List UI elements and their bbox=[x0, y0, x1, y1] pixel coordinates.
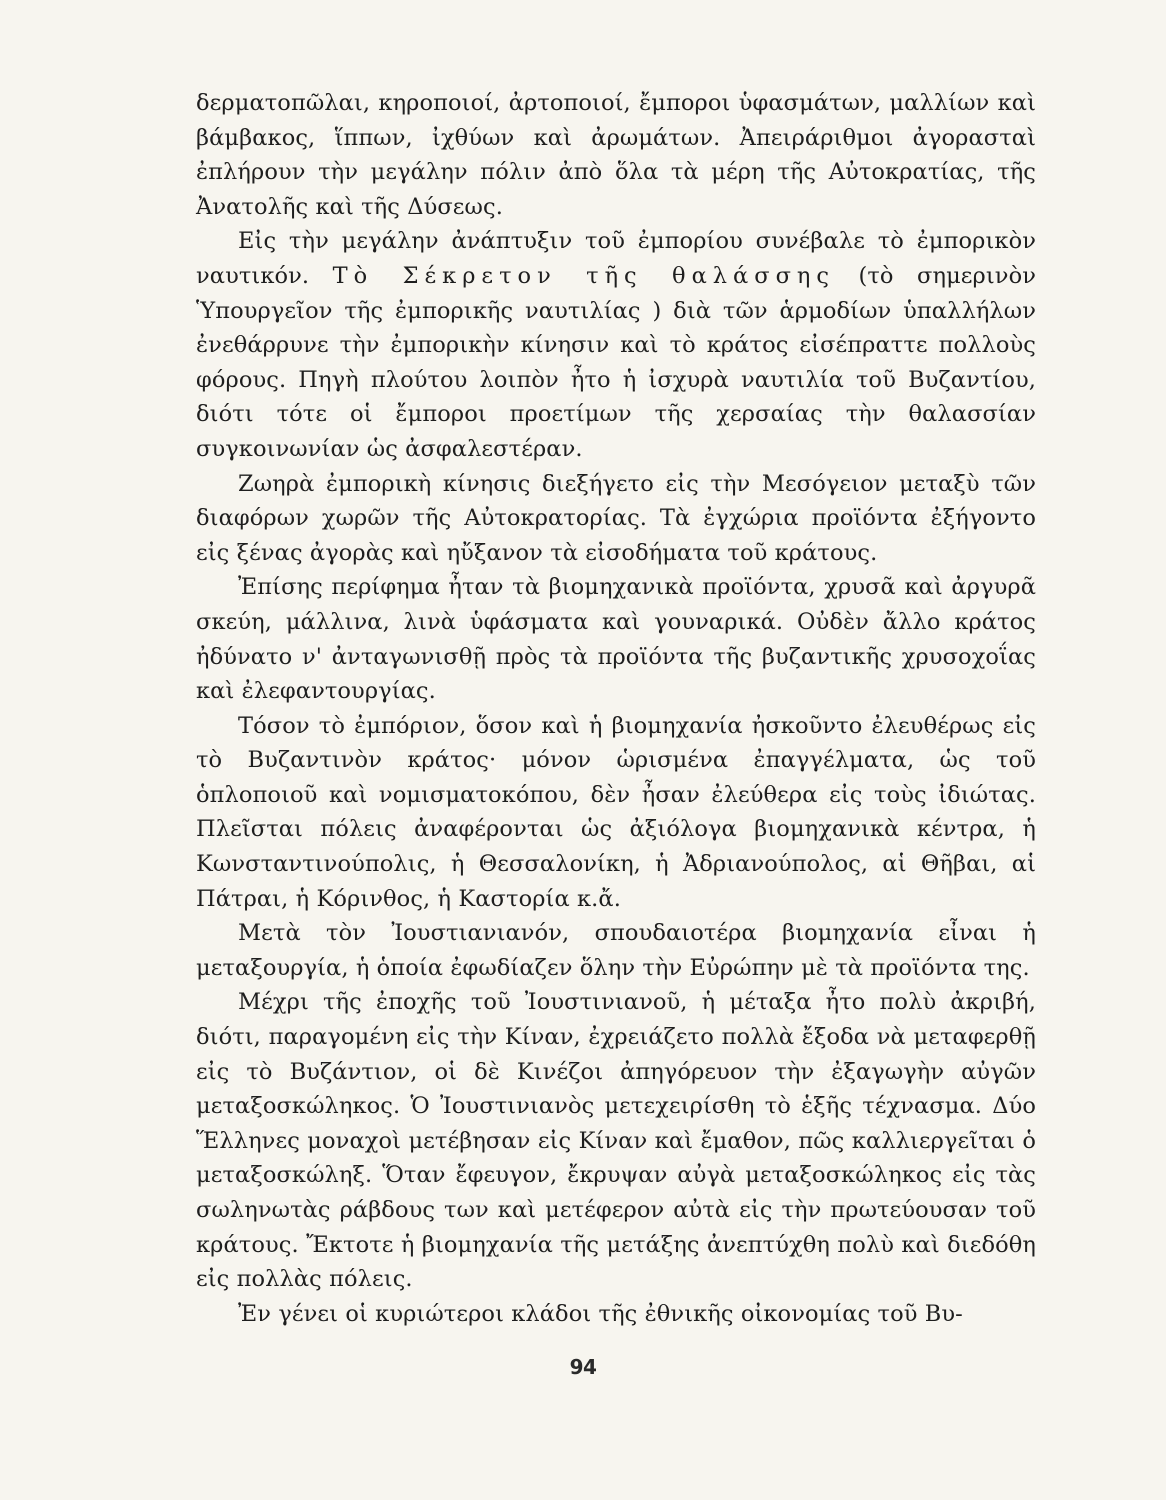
spaced-phrase: Τὸ Σέκρετον τῆς θαλάσσης bbox=[332, 262, 836, 289]
paragraph-5: Τόσον τὸ ἐμπόριον, ὅσον καὶ ἡ βιομηχανία ἠσκοῦντο ἐλευθέρως εἰς τὸ Βυζαντινὸν κράτος· μόνον ὡρισμένα ἐπαγγέλματα, ὡς τοῦ ὁπλοποιοῦ καὶ νομισματοκόπου, δὲν ἦσαν ἐλεύθερα εἰς τοὺς ἰδιώτας. Πλεῖσται πόλεις ἀναφέρονται ὡς ἀξιόλογα βιομηχανικὰ κέντρα, ἡ Κωνσταντινούπολις, ἡ Θεσσαλονίκη, ἡ Ἀδριανούπολος, αἱ Θῆβαι, αἱ Πάτραι, ἡ Κόρινθος, ἡ Καστορία κ.ἄ. bbox=[196, 712, 1036, 912]
paragraph-2-end: (τὸ σημερινὸν Ὑπουργεῖον τῆς ἐμπορικῆς ναυτιλίας ) διὰ τῶν ἁρμοδίων ὑπαλλήλων ἐνεθάρρυνε τὴν ἐμπορικὴν κίνησιν καὶ τὸ κράτος εἰσέπραττε πολλοὺς φόρους. Πηγὴ πλούτου λοιπὸν ἦτο ἡ ἰσχυρὰ ναυτιλία τοῦ Βυζαντίου, διότι τότε οἱ ἔμποροι προετίμων τῆς χερσαίας τὴν θαλασσίαν συγκοινωνίαν ὡς ἀσφαλεστέραν. bbox=[196, 262, 1036, 462]
paragraph-2 bbox=[196, 224, 1036, 466]
body-text bbox=[196, 86, 1036, 1331]
paragraph-4: Ἐπίσης περίφημα ἦταν τὰ βιομηχανικὰ προϊόντα, χρυσᾶ καὶ ἀργυρᾶ σκεύη, μάλλινα, λινὰ ὑφάσματα καὶ γουναρικά. Οὐδὲν ἄλλο κράτος ἠδύνατο ν' ἀνταγωνισθῇ πρὸς τὰ προϊόντα τῆς βυζαντικῆς χρυσοχοΐας καὶ ἐλεφαντουργίας. bbox=[196, 574, 1036, 705]
paragraph-3: Ζωηρὰ ἐμπορικὴ κίνησις διεξήγετο εἰς τὴν Μεσόγειον μεταξὺ τῶν διαφόρων χωρῶν τῆς Αὐτοκρατορίας. Τὰ ἐγχώρια προϊόντα ἐξήγοντο εἰς ξένας ἀγορὰς καὶ ηὔξανον τὰ εἰσοδήματα τοῦ κράτους. bbox=[196, 470, 1036, 566]
paragraph-7: Μέχρι τῆς ἐποχῆς τοῦ Ἰουστινιανοῦ, ἡ μέταξα ἦτο πολὺ ἀκριβή, διότι, παραγομένη εἰς τὴν Κίναν, ἐχρειάζετο πολλὰ ἔξοδα νὰ μεταφερθῇ εἰς τὸ Βυζάντιον, οἱ δὲ Κινέζοι ἀπηγόρευον τὴν ἐξαγωγὴν αὐγῶν μεταξοσκώληκος. Ὁ Ἰουστινιανὸς μετεχειρίσθη τὸ ἑξῆς τέχνασμα. Δύο Ἕλληνες μοναχοὶ μετέβησαν εἰς Κίναν καὶ ἔμαθον, πῶς καλλιεργεῖται ὁ μεταξοσκώληξ. Ὅταν ἔφευγον, ἔκρυψαν αὐγὰ μεταξοσκώληκος εἰς τὰς σωληνωτὰς ράβδους των καὶ μετέφερον αὐτὰ εἰς τὴν πρωτεύουσαν τοῦ κράτους. Ἔκτοτε ἡ βιομηχανία τῆς μετάξης ἀνεπτύχθη πολὺ καὶ διεδόθη εἰς πολλὰς πόλεις. bbox=[196, 989, 1036, 1293]
paragraph-8: Ἐν γένει οἱ κυριώτεροι κλάδοι τῆς ἐθνικῆς οἰκονομίας τοῦ Βυ- bbox=[238, 1300, 963, 1327]
paragraph-1: δερματοπῶλαι, κηροποιοί, ἀρτοποιοί, ἔμποροι ὑφασμάτων, μαλλίων καὶ βάμβακος, ἵππων, ἰχθύων καὶ ἀρωμάτων. Ἀπειράριθμοι ἀγορασταὶ ἐπλήρουν τὴν μεγάλην πόλιν ἀπὸ ὅλα τὰ μέρη τῆς Αὐτοκρατίας, τῆς Ἀνατολῆς καὶ τῆς Δύσεως. bbox=[196, 90, 1036, 220]
page-number: 94 bbox=[569, 1355, 597, 1379]
paragraph-6: Μετὰ τὸν Ἰουστιανιανόν, σπουδαιοτέρα βιομηχανία εἶναι ἡ μεταξουργία, ἡ ὁποία ἐφωδίαζεν ὅλην τὴν Εὐρώπην μὲ τὰ προϊόντα της. bbox=[196, 920, 1036, 981]
paragraph-2-start: Εἰς τὴν μεγάλην ἀνάπτυξιν τοῦ ἐμπορίου συνέβαλε τὸ ἐμπορικὸν ναυτικόν. bbox=[196, 228, 1036, 289]
